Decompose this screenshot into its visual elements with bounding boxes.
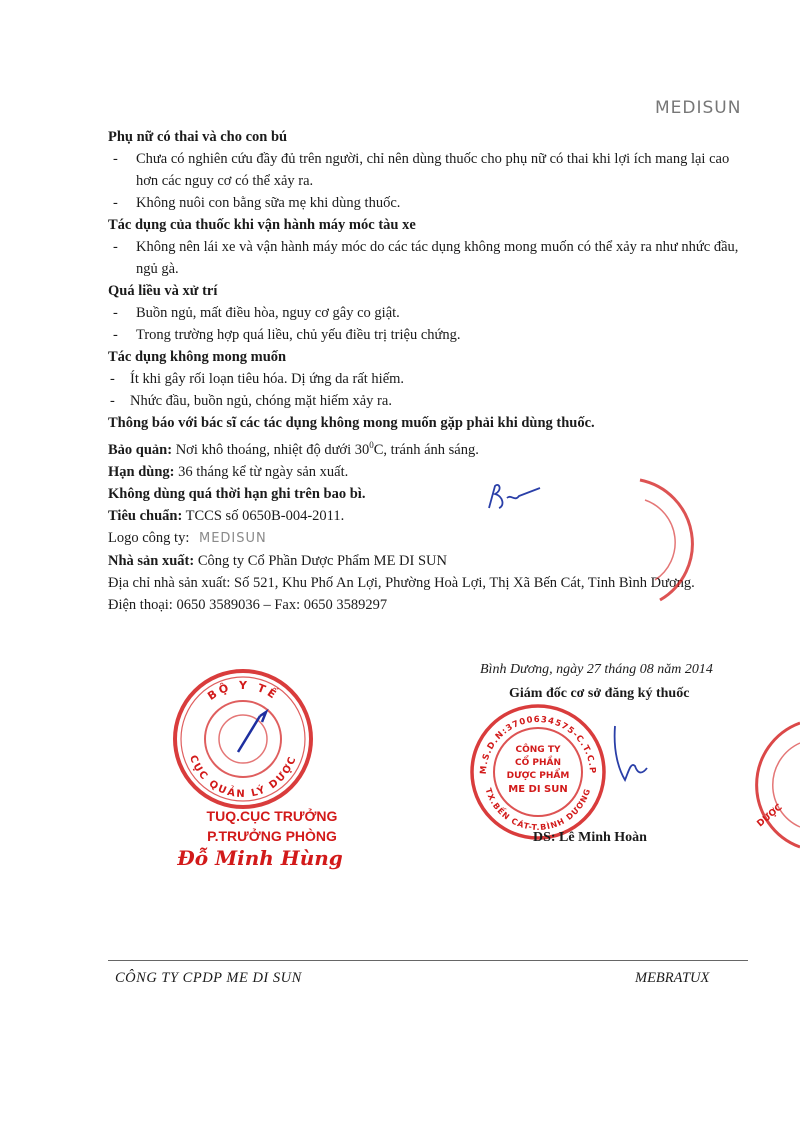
list-item: - Buồn ngủ, mất điều hòa, nguy cơ gây co giật. xyxy=(113,305,400,321)
ministry-stamp xyxy=(168,664,318,814)
svg-text:M.S.D.N:3700634575-C.T.C.P: M.S.D.N:3700634575-C.T.C.P xyxy=(478,714,598,775)
expiry-line: Hạn dùng: 36 tháng kể từ ngày sản xuất. xyxy=(108,463,349,480)
manufacturer-line: Nhà sản xuất: Công ty Cổ Phần Dược Phẩm ME DI SUN xyxy=(108,552,447,569)
section-heading-pregnancy: Phụ nữ có thai và cho con bú xyxy=(108,129,288,145)
section-heading-overdose: Quá liều và xử trí xyxy=(108,283,218,299)
signer-name: DS: Lê Minh Hoàn xyxy=(533,830,647,845)
address-line: Địa chỉ nhà sản xuất: Số 521, Khu Phố An Lợi, Phường Hoà Lợi, Thị Xã Bến Cát, Tỉnh Bình Dương. xyxy=(108,574,695,591)
list-item: - Không nuôi con bằng sữa mẹ khi dùng thuốc. xyxy=(113,195,401,211)
list-item: - Trong trường hợp quá liều, chủ yếu điều trị triệu chứng. xyxy=(113,327,461,343)
section-heading-driving: Tác dụng của thuốc khi vận hành máy móc tàu xe xyxy=(108,217,416,233)
director-signature xyxy=(595,722,655,792)
partial-company-stamp xyxy=(600,470,710,610)
brand-logo: MEDISUN xyxy=(655,98,742,118)
list-item: - Ít khi gây rối loạn tiêu hóa. Dị ứng da rất hiếm. xyxy=(110,371,405,387)
phone-line: Điện thoại: 0650 3589036 – Fax: 0650 3589297 xyxy=(108,596,388,613)
svg-text:DƯỢC PHẨM: DƯỢC PHẨM xyxy=(506,771,570,781)
footer-product: MEBRATUX xyxy=(635,970,710,986)
partial-edge-stamp xyxy=(720,715,800,855)
official-title: TUQ.CỤC TRƯỞNG P.TRƯỞNG PHÒNG xyxy=(206,808,338,844)
company-logo: MEDISUN xyxy=(198,530,267,546)
list-item: - Không nên lái xe và vận hành máy móc do các tác dụng không mong muốn có thể xảy ra như nhức đầu, ngủ gà. xyxy=(113,239,739,277)
svg-text:CỔ PHẦN: CỔ PHẦN xyxy=(514,758,562,768)
svg-text:BỘ Y TẾ: BỘ Y TẾ xyxy=(205,678,281,703)
notice-text: Thông báo với bác sĩ các tác dụng không mong muốn gặp phải khi dùng thuốc. xyxy=(108,415,595,431)
list-item: - Chưa có nghiên cứu đầy đủ trên người, chỉ nên dùng thuốc cho phụ nữ có thai khi lợi ích mang lại cao hơn các nguy cơ có thể xảy ra. xyxy=(113,151,730,189)
svg-text:DƯỢC: DƯỢC xyxy=(755,802,785,830)
footer-divider xyxy=(108,960,748,961)
storage-line: Bảo quản: Nơi khô thoáng, nhiệt độ dưới $30^0C$, tránh ánh sáng. xyxy=(108,440,479,458)
svg-text:ME DI SUN: ME DI SUN xyxy=(508,784,568,795)
section-heading-side-effects: Tác dụng không mong muốn xyxy=(108,349,287,365)
signature-date: Bình Dương, ngày 27 tháng 08 năm 2014 xyxy=(480,662,713,677)
list-item: - Nhức đầu, buồn ngủ, chóng mặt hiếm xảy ra. xyxy=(110,393,392,409)
signature-title: Giám đốc cơ sở đăng ký thuốc xyxy=(509,686,690,701)
official-name: Đỗ Minh Hùng xyxy=(177,846,343,870)
warning-text: Không dùng quá thời hạn ghi trên bao bì. xyxy=(108,485,366,502)
svg-text:TX.BẾN CÁT-T.BÌNH DƯƠNG: TX.BẾN CÁT-T.BÌNH DƯƠNG xyxy=(483,786,593,833)
svg-text:CÔNG TY: CÔNG TY xyxy=(515,745,561,755)
standard-line: Tiêu chuẩn: TCCS số 0650B-004-2011. xyxy=(108,507,345,524)
initials-signature xyxy=(485,478,545,518)
company-logo-line: Logo công ty: MEDISUN xyxy=(108,529,267,546)
svg-text:CỤC QUẢN LÝ DƯỢC: CỤC QUẢN LÝ DƯỢC xyxy=(186,753,300,801)
company-stamp xyxy=(468,702,608,842)
footer-company: CÔNG TY CPDP ME DI SUN xyxy=(115,970,302,986)
